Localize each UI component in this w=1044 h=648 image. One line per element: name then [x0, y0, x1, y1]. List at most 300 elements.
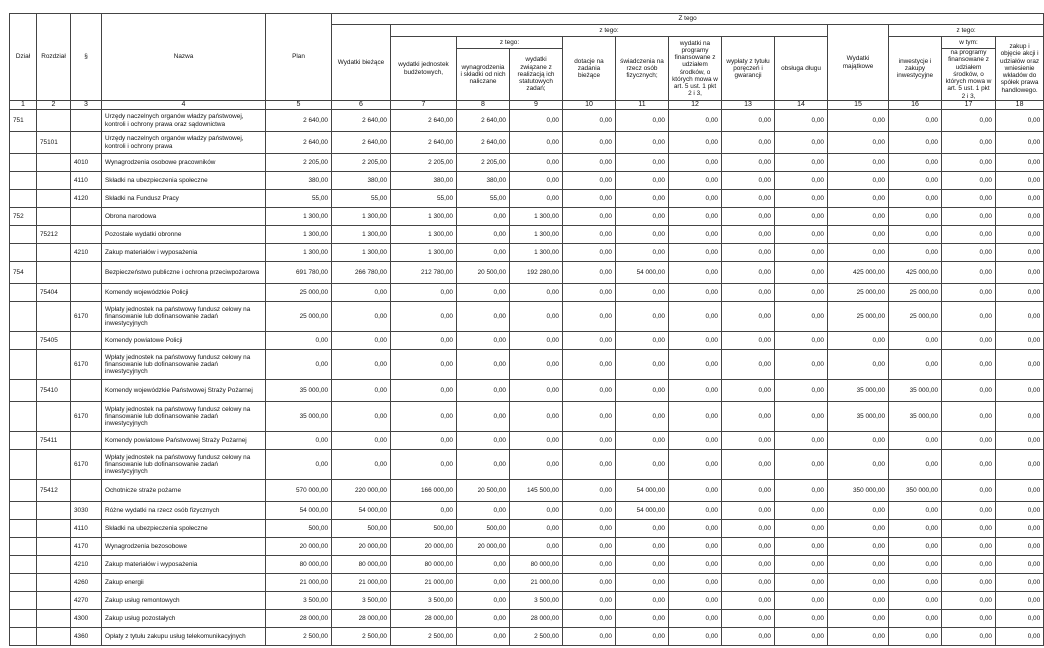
cell-value: 20 500,00 [457, 480, 510, 502]
cell-value: 80 000,00 [266, 556, 332, 574]
cell-value: 0,00 [510, 132, 563, 154]
table-row [10, 592, 1044, 610]
cell-rozdzial [37, 172, 71, 190]
cell-value: 35 000,00 [266, 380, 332, 402]
cell-rozdzial [37, 450, 71, 480]
table-row [10, 402, 1044, 432]
cell-value: 3 500,00 [391, 592, 457, 610]
cell-value: 0,00 [889, 132, 942, 154]
header-swiadczenia: świadczenia na rzecz osób fizycznych; [616, 37, 669, 101]
cell-dzial: 751 [10, 110, 37, 132]
cell-value: 266 780,00 [332, 262, 391, 284]
cell-value: 0,00 [457, 574, 510, 592]
cell-value: 80 000,00 [510, 556, 563, 574]
cell-rozdzial [37, 592, 71, 610]
cell-rozdzial [37, 350, 71, 380]
cell-value: 0,00 [828, 226, 889, 244]
cell-dzial [10, 350, 37, 380]
table-row [10, 480, 1044, 502]
cell-value: 0,00 [942, 226, 996, 244]
cell-value: 25 000,00 [266, 284, 332, 302]
cell-value: 0,00 [828, 610, 889, 628]
cell-dzial [10, 172, 37, 190]
cell-dzial [10, 502, 37, 520]
cell-paragraf: 4120 [71, 190, 102, 208]
cell-value: 0,00 [563, 574, 616, 592]
cell-rozdzial: 75101 [37, 132, 71, 154]
column-number: 8 [457, 101, 510, 110]
cell-value: 21 000,00 [510, 574, 563, 592]
cell-value: 0,00 [775, 262, 828, 284]
cell-value: 3 500,00 [266, 592, 332, 610]
header-wydatki-zwiazane: wydatki związane z realizacją ich statutowych zadań; [510, 49, 563, 101]
cell-value: 0,00 [563, 380, 616, 402]
cell-nazwa: Obrona narodowa [102, 208, 266, 226]
cell-nazwa: Zakup usług remontowych [102, 592, 266, 610]
cell-value: 0,00 [563, 244, 616, 262]
cell-value: 0,00 [828, 132, 889, 154]
cell-value: 0,00 [616, 172, 669, 190]
cell-value: 0,00 [510, 172, 563, 190]
cell-paragraf [71, 262, 102, 284]
cell-nazwa: Zakup materiałów i wyposażenia [102, 244, 266, 262]
cell-value: 0,00 [722, 592, 775, 610]
cell-value: 0,00 [616, 610, 669, 628]
cell-value: 2 500,00 [266, 628, 332, 646]
cell-value: 0,00 [332, 450, 391, 480]
column-number: 5 [266, 101, 332, 110]
cell-value: 1 300,00 [510, 226, 563, 244]
cell-nazwa: Ochotnicze straże pożarne [102, 480, 266, 502]
cell-value: 0,00 [722, 132, 775, 154]
cell-value: 20 500,00 [457, 262, 510, 284]
cell-value: 0,00 [942, 244, 996, 262]
table-row [10, 350, 1044, 380]
cell-value: 0,00 [563, 226, 616, 244]
cell-value: 0,00 [669, 450, 722, 480]
cell-rozdzial [37, 402, 71, 432]
cell-value: 0,00 [942, 628, 996, 646]
cell-value: 0,00 [563, 110, 616, 132]
cell-value: 0,00 [722, 432, 775, 450]
cell-nazwa: Komendy powiatowe Policji [102, 332, 266, 350]
cell-value: 0,00 [616, 520, 669, 538]
cell-value: 0,00 [828, 190, 889, 208]
cell-value: 0,00 [942, 190, 996, 208]
cell-value: 0,00 [775, 556, 828, 574]
cell-value: 0,00 [669, 556, 722, 574]
cell-value: 380,00 [457, 172, 510, 190]
cell-value: 0,00 [889, 172, 942, 190]
cell-value: 0,00 [722, 154, 775, 172]
cell-value: 0,00 [510, 332, 563, 350]
cell-value: 2 640,00 [332, 110, 391, 132]
cell-value: 0,00 [616, 628, 669, 646]
column-number: 14 [775, 101, 828, 110]
cell-value: 0,00 [775, 154, 828, 172]
cell-value: 0,00 [510, 380, 563, 402]
cell-rozdzial [37, 110, 71, 132]
cell-paragraf: 4260 [71, 574, 102, 592]
table-row [10, 332, 1044, 350]
cell-value: 0,00 [510, 284, 563, 302]
cell-value: 1 300,00 [266, 208, 332, 226]
cell-value: 0,00 [669, 154, 722, 172]
cell-rozdzial [37, 154, 71, 172]
cell-dzial [10, 628, 37, 646]
cell-value: 0,00 [669, 244, 722, 262]
cell-value: 0,00 [563, 172, 616, 190]
cell-value: 0,00 [996, 450, 1044, 480]
table-row [10, 450, 1044, 480]
cell-value: 54 000,00 [616, 480, 669, 502]
cell-rozdzial: 75411 [37, 432, 71, 450]
cell-value: 0,00 [942, 592, 996, 610]
cell-value: 0,00 [996, 610, 1044, 628]
cell-value: 220 000,00 [332, 480, 391, 502]
header-z-tego-jednostek: z tego: [457, 37, 563, 49]
cell-value: 0,00 [828, 154, 889, 172]
cell-nazwa: Wynagrodzenia osobowe pracowników [102, 154, 266, 172]
cell-value: 2 640,00 [266, 110, 332, 132]
cell-nazwa: Wpłaty jednostek na państwowy fundusz celowy na finansowanie lub dofinansowanie zadań inwestycyjnych [102, 302, 266, 332]
cell-value: 0,00 [775, 432, 828, 450]
cell-value: 1 300,00 [266, 244, 332, 262]
cell-paragraf: 4110 [71, 520, 102, 538]
cell-value: 0,00 [457, 628, 510, 646]
cell-rozdzial [37, 628, 71, 646]
cell-value: 0,00 [510, 520, 563, 538]
cell-value: 0,00 [775, 574, 828, 592]
cell-paragraf: 4300 [71, 610, 102, 628]
cell-value: 2 640,00 [266, 132, 332, 154]
cell-value: 0,00 [563, 502, 616, 520]
cell-value: 0,00 [889, 432, 942, 450]
cell-value: 0,00 [722, 350, 775, 380]
cell-value: 1 300,00 [266, 226, 332, 244]
cell-rozdzial [37, 302, 71, 332]
cell-nazwa: Opłaty z tytułu zakupu usług telekomunikacyjnych [102, 628, 266, 646]
cell-value: 0,00 [828, 520, 889, 538]
cell-nazwa: Zakup materiałów i wyposażenia [102, 556, 266, 574]
cell-nazwa: Komendy wojewódzkie Policji [102, 284, 266, 302]
cell-value: 20 000,00 [391, 538, 457, 556]
cell-value: 0,00 [563, 480, 616, 502]
cell-value: 0,00 [332, 284, 391, 302]
cell-value: 0,00 [775, 284, 828, 302]
cell-value: 2 205,00 [391, 154, 457, 172]
cell-value: 0,00 [616, 110, 669, 132]
cell-value: 0,00 [775, 302, 828, 332]
budget-table [9, 13, 1044, 646]
cell-value: 80 000,00 [332, 556, 391, 574]
cell-value: 54 000,00 [266, 502, 332, 520]
cell-value: 0,00 [457, 302, 510, 332]
cell-value: 380,00 [332, 172, 391, 190]
cell-value: 0,00 [563, 132, 616, 154]
cell-value: 0,00 [722, 556, 775, 574]
table-row [10, 154, 1044, 172]
cell-value: 0,00 [889, 520, 942, 538]
cell-dzial [10, 380, 37, 402]
cell-value: 0,00 [457, 380, 510, 402]
cell-value: 0,00 [775, 380, 828, 402]
cell-value: 0,00 [775, 190, 828, 208]
cell-value: 3 500,00 [332, 592, 391, 610]
cell-value: 0,00 [722, 538, 775, 556]
cell-value: 0,00 [391, 350, 457, 380]
cell-dzial [10, 538, 37, 556]
cell-value: 2 640,00 [457, 132, 510, 154]
cell-value: 1 300,00 [332, 226, 391, 244]
cell-value: 425 000,00 [889, 262, 942, 284]
cell-value: 0,00 [722, 574, 775, 592]
cell-value: 0,00 [669, 302, 722, 332]
cell-value: 0,00 [616, 190, 669, 208]
header-wynagrodzenia: wynagrodzenia i składki od nich naliczane [457, 49, 510, 101]
cell-value: 0,00 [457, 592, 510, 610]
column-number-row [10, 101, 1044, 110]
cell-nazwa: Wynagrodzenia bezosobowe [102, 538, 266, 556]
cell-value: 21 000,00 [332, 574, 391, 592]
cell-value: 0,00 [616, 226, 669, 244]
header-wydatki-jednostek: wydatki jednostek budżetowych, [391, 37, 457, 101]
cell-value: 0,00 [563, 610, 616, 628]
cell-value: 28 000,00 [332, 610, 391, 628]
cell-value: 0,00 [775, 480, 828, 502]
cell-value: 0,00 [775, 628, 828, 646]
cell-value: 0,00 [669, 592, 722, 610]
table-row [10, 520, 1044, 538]
cell-value: 0,00 [942, 262, 996, 284]
cell-value: 0,00 [722, 208, 775, 226]
cell-value: 0,00 [510, 432, 563, 450]
cell-nazwa: Urzędy naczelnych organów władzy państwowej, kontroli i ochrony prawa [102, 132, 266, 154]
cell-value: 0,00 [996, 154, 1044, 172]
cell-dzial [10, 402, 37, 432]
cell-value: 192 280,00 [510, 262, 563, 284]
cell-nazwa: Wpłaty jednostek na państwowy fundusz celowy na finansowanie lub dofinansowanie zadań inwestycyjnych [102, 402, 266, 432]
column-number: 17 [942, 101, 996, 110]
cell-paragraf: 4210 [71, 244, 102, 262]
cell-value: 1 300,00 [332, 244, 391, 262]
cell-value: 0,00 [563, 538, 616, 556]
cell-value: 0,00 [828, 502, 889, 520]
cell-value: 0,00 [828, 628, 889, 646]
header-wydatki-majatkowe: Wydatki majątkowe [828, 25, 889, 101]
header-inwestycje: inwestycje i zakupy inwestycyjne [889, 37, 942, 101]
cell-paragraf: 6170 [71, 402, 102, 432]
cell-value: 0,00 [669, 402, 722, 432]
cell-paragraf [71, 208, 102, 226]
cell-value: 0,00 [942, 450, 996, 480]
cell-value: 0,00 [669, 574, 722, 592]
cell-value: 0,00 [616, 208, 669, 226]
cell-paragraf: 4270 [71, 592, 102, 610]
cell-value: 691 780,00 [266, 262, 332, 284]
cell-dzial: 752 [10, 208, 37, 226]
cell-nazwa: Bezpieczeństwo publiczne i ochrona przeciwpożarowa [102, 262, 266, 284]
header-nazwa: Nazwa [102, 14, 266, 101]
cell-value: 0,00 [889, 350, 942, 380]
cell-value: 0,00 [510, 154, 563, 172]
cell-value: 0,00 [457, 556, 510, 574]
cell-rozdzial [37, 262, 71, 284]
cell-paragraf [71, 132, 102, 154]
cell-value: 0,00 [942, 302, 996, 332]
cell-paragraf: 6170 [71, 350, 102, 380]
cell-value: 0,00 [332, 432, 391, 450]
cell-value: 0,00 [457, 432, 510, 450]
cell-value: 25 000,00 [828, 302, 889, 332]
cell-value: 2 640,00 [391, 110, 457, 132]
cell-value: 0,00 [996, 208, 1044, 226]
column-number: 15 [828, 101, 889, 110]
cell-value: 500,00 [391, 520, 457, 538]
cell-value: 0,00 [942, 480, 996, 502]
cell-value: 0,00 [775, 244, 828, 262]
cell-value: 0,00 [942, 538, 996, 556]
cell-value: 0,00 [332, 402, 391, 432]
cell-paragraf [71, 284, 102, 302]
cell-value: 0,00 [669, 226, 722, 244]
cell-nazwa: Wpłaty jednostek na państwowy fundusz celowy na finansowanie lub dofinansowanie zadań inwestycyjnych [102, 350, 266, 380]
cell-dzial [10, 432, 37, 450]
cell-rozdzial [37, 556, 71, 574]
cell-rozdzial [37, 190, 71, 208]
cell-value: 0,00 [722, 262, 775, 284]
cell-value: 0,00 [457, 284, 510, 302]
cell-value: 0,00 [616, 402, 669, 432]
table-row [10, 538, 1044, 556]
cell-dzial [10, 284, 37, 302]
cell-rozdzial: 75405 [37, 332, 71, 350]
cell-dzial [10, 450, 37, 480]
cell-value: 0,00 [828, 592, 889, 610]
cell-value: 2 500,00 [391, 628, 457, 646]
cell-value: 0,00 [942, 332, 996, 350]
cell-dzial [10, 332, 37, 350]
cell-value: 0,00 [669, 190, 722, 208]
header-w-tym: w tym: [942, 37, 996, 49]
cell-value: 0,00 [942, 110, 996, 132]
cell-value: 0,00 [828, 244, 889, 262]
cell-value: 28 000,00 [391, 610, 457, 628]
header-wydatki-biezace: Wydatki bieżące [332, 25, 391, 101]
cell-value: 350 000,00 [828, 480, 889, 502]
cell-value: 0,00 [563, 190, 616, 208]
table-row [10, 244, 1044, 262]
cell-value: 0,00 [616, 132, 669, 154]
cell-nazwa: Zakup usług pozostałych [102, 610, 266, 628]
cell-value: 0,00 [889, 628, 942, 646]
cell-value: 0,00 [889, 502, 942, 520]
cell-value: 54 000,00 [616, 502, 669, 520]
cell-value: 0,00 [722, 172, 775, 190]
cell-value: 0,00 [996, 402, 1044, 432]
cell-value: 0,00 [828, 556, 889, 574]
cell-value: 0,00 [510, 402, 563, 432]
cell-value: 0,00 [616, 432, 669, 450]
cell-value: 0,00 [616, 556, 669, 574]
cell-value: 0,00 [722, 480, 775, 502]
budget-table-body [10, 110, 1044, 646]
cell-value: 0,00 [391, 450, 457, 480]
cell-value: 0,00 [563, 450, 616, 480]
cell-value: 0,00 [775, 110, 828, 132]
cell-value: 0,00 [996, 502, 1044, 520]
cell-value: 35 000,00 [828, 380, 889, 402]
cell-value: 0,00 [563, 556, 616, 574]
cell-rozdzial [37, 520, 71, 538]
cell-dzial [10, 520, 37, 538]
cell-value: 0,00 [616, 350, 669, 380]
cell-value: 0,00 [889, 190, 942, 208]
cell-value: 0,00 [722, 628, 775, 646]
cell-value: 0,00 [996, 556, 1044, 574]
cell-rozdzial: 75404 [37, 284, 71, 302]
cell-value: 0,00 [889, 154, 942, 172]
cell-value: 2 500,00 [510, 628, 563, 646]
cell-value: 0,00 [775, 172, 828, 190]
header-z-tego: Z tego [332, 14, 1044, 25]
cell-value: 55,00 [266, 190, 332, 208]
cell-value: 0,00 [391, 402, 457, 432]
cell-value: 0,00 [996, 244, 1044, 262]
cell-value: 0,00 [669, 332, 722, 350]
column-number: 10 [563, 101, 616, 110]
cell-value: 0,00 [722, 502, 775, 520]
cell-value: 0,00 [616, 592, 669, 610]
header-paragraf: § [71, 14, 102, 101]
cell-value: 0,00 [669, 172, 722, 190]
cell-dzial [10, 154, 37, 172]
cell-value: 0,00 [889, 332, 942, 350]
cell-value: 0,00 [722, 610, 775, 628]
cell-nazwa: Różne wydatki na rzecz osób fizycznych [102, 502, 266, 520]
cell-value: 0,00 [996, 592, 1044, 610]
cell-paragraf: 4360 [71, 628, 102, 646]
cell-value: 0,00 [510, 538, 563, 556]
table-row [10, 502, 1044, 520]
cell-dzial [10, 610, 37, 628]
cell-value: 0,00 [828, 432, 889, 450]
cell-value: 80 000,00 [391, 556, 457, 574]
table-row [10, 610, 1044, 628]
cell-value: 0,00 [669, 432, 722, 450]
column-number: 13 [722, 101, 775, 110]
cell-value: 1 300,00 [510, 244, 563, 262]
cell-value: 2 500,00 [332, 628, 391, 646]
cell-value: 0,00 [391, 284, 457, 302]
cell-rozdzial [37, 610, 71, 628]
cell-value: 0,00 [391, 302, 457, 332]
cell-value: 2 205,00 [457, 154, 510, 172]
table-row [10, 302, 1044, 332]
cell-value: 0,00 [889, 538, 942, 556]
cell-value: 145 500,00 [510, 480, 563, 502]
cell-value: 21 000,00 [391, 574, 457, 592]
cell-value: 0,00 [942, 402, 996, 432]
cell-value: 0,00 [828, 110, 889, 132]
cell-value: 1 300,00 [391, 244, 457, 262]
cell-value: 570 000,00 [266, 480, 332, 502]
cell-value: 0,00 [722, 226, 775, 244]
cell-value: 0,00 [563, 208, 616, 226]
cell-value: 0,00 [563, 284, 616, 302]
cell-value: 0,00 [996, 132, 1044, 154]
cell-value: 0,00 [391, 332, 457, 350]
